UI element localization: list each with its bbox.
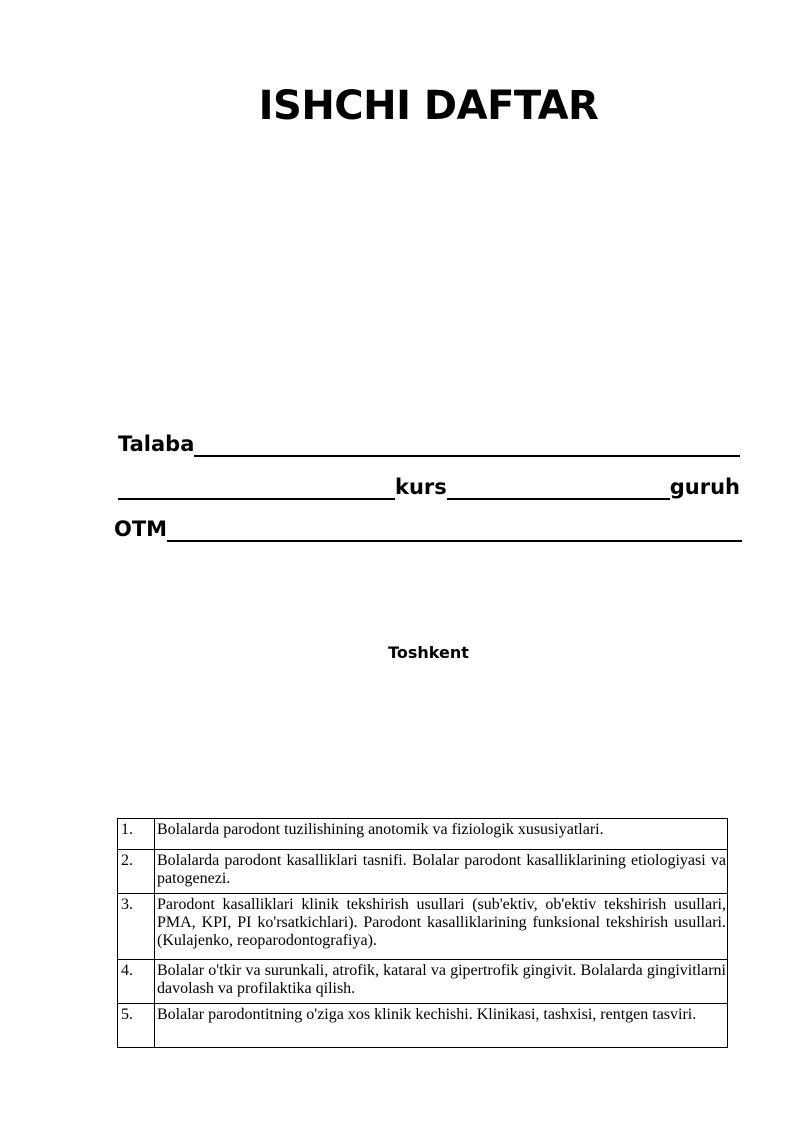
course-blank bbox=[118, 479, 395, 500]
topic-number: 1. bbox=[118, 819, 155, 850]
topic-number: 2. bbox=[118, 850, 155, 894]
course-group-field bbox=[118, 474, 740, 500]
document-title: ISHCHI DAFTAR bbox=[258, 83, 599, 129]
table-row bbox=[118, 1004, 728, 1048]
topic-text: Bolalar o'tkir va surunkali, atrofik, kataral va gipertrofik gingivit. Bolalarda gingivitlarni davolash va profilaktika qilish. bbox=[155, 960, 728, 1004]
topics-table bbox=[117, 818, 728, 1048]
university-field bbox=[114, 516, 742, 542]
student-name-blank bbox=[194, 436, 740, 457]
table-row bbox=[118, 960, 728, 1004]
student-label: Talaba bbox=[118, 432, 195, 456]
topic-text: Parodont kasalliklari klinik tekshirish usullari (sub'ektiv, ob'ektiv tekshirish usullari, PMA, KPI, PI ko'rsatkichlari). Parodont kasalliklarining funksional tekshirish usullari. (Kulajenko, reoparodontografiya). bbox=[155, 894, 728, 960]
university-blank bbox=[167, 521, 742, 542]
topic-text: Bolalar parodontitning o'ziga xos klinik kechishi. Klinikasi, tashxisi, rentgen tasviri. bbox=[155, 1004, 728, 1048]
group-blank bbox=[447, 479, 670, 500]
topic-number: 4. bbox=[118, 960, 155, 1004]
student-name-field bbox=[118, 431, 740, 457]
city-name: Toshkent bbox=[388, 643, 469, 662]
course-label: kurs bbox=[395, 475, 447, 499]
topic-text: Bolalarda parodont kasalliklari tasnifi. Bolalar parodont kasalliklarining etiologiyasi va patogenezi. bbox=[155, 850, 728, 894]
group-label: guruh bbox=[669, 475, 740, 499]
table-row bbox=[118, 894, 728, 960]
university-label: OTM bbox=[114, 517, 168, 541]
topic-text: Bolalarda parodont tuzilishining anotomik va fiziologik xususiyatlari. bbox=[155, 819, 728, 850]
table-row bbox=[118, 819, 728, 850]
topic-number: 5. bbox=[118, 1004, 155, 1048]
table-row bbox=[118, 850, 728, 894]
topic-number: 3. bbox=[118, 894, 155, 960]
